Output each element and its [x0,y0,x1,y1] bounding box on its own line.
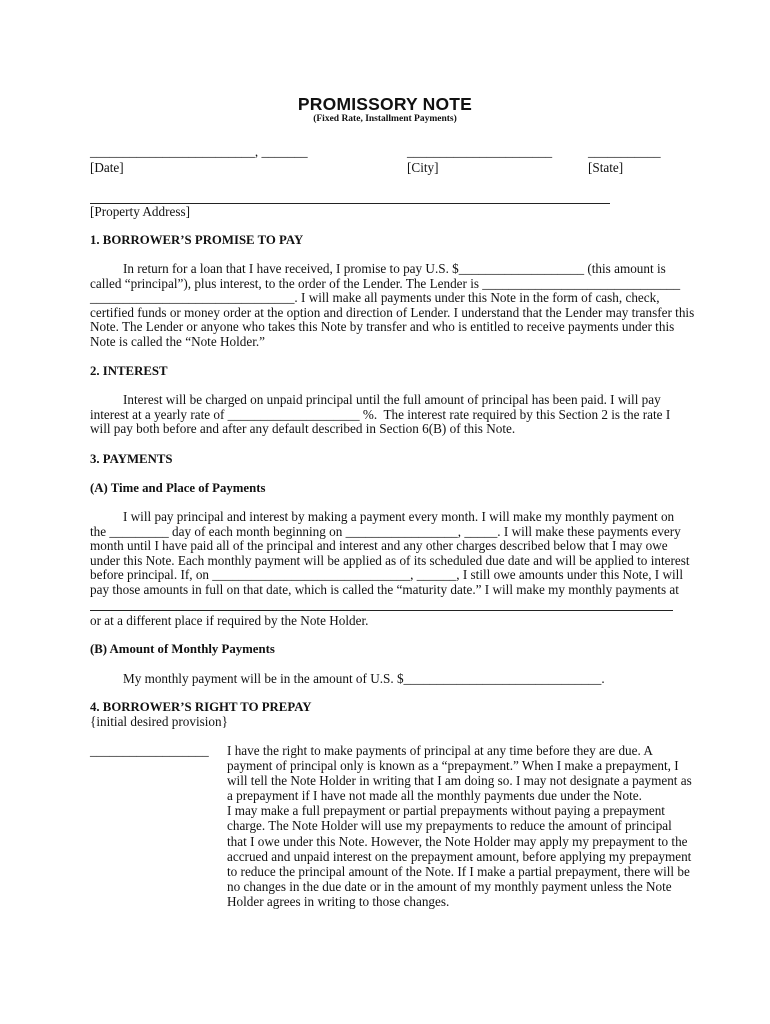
paragraph-line: under this Note. Each monthly payment will be applied as of its scheduled due date and will be applied to interest [90,552,690,568]
paragraph-line: before principal. If, on ______________________________, ______, I still owe amounts under this Note, I will [90,567,683,583]
section-4-heading: 4. BORROWER’S RIGHT TO PREPAY [90,700,312,714]
paragraph-line: to reduce the principal amount of the Note. If I make a partial prepayment, there will be [227,863,690,879]
date-label: [Date] [90,160,124,175]
paragraph-line: month until I have paid all of the principal and interest and any other charges described below that I may owe [90,538,668,554]
paragraph-line: pay those amounts in full on that date, which is called the “maturity date.” I will make my monthly payments at [90,581,679,597]
document-subtitle: (Fixed Rate, Installment Payments) [313,114,457,124]
section-1-body [90,262,694,350]
city-blank[interactable]: ______________________ [407,144,553,159]
state-blank[interactable]: ___________ [588,144,661,159]
paragraph-line: I may make a full prepayment or partial prepayments without paying a prepayment [227,803,665,819]
state-label: [State] [588,160,624,175]
section-3-heading: 3. PAYMENTS [90,452,173,466]
paragraph-line: _______________________________. I will make all payments under this Note in the form of cash, check, [90,290,660,306]
date-blank[interactable]: _________________________, _______ [90,144,308,159]
paragraph-line: In return for a loan that I have received, I promise to pay U.S. $___________________ (this amount is [90,261,666,276]
section-3a-last-line: or at a different place if required by the Note Holder. [90,613,369,628]
paragraph-line: called “principal”), plus interest, to the order of the Lender. The Lender is ______________________________ [90,275,681,291]
paragraph-line: I have the right to make payments of principal at any time before they are due. A [227,743,653,758]
paragraph-line: Note is called the “Note Holder.” [90,333,266,349]
payment-place-line[interactable] [90,610,673,611]
paragraph-line: no changes in the due date or in the amount of my monthly payment unless the Note [227,878,672,894]
paragraph-line: certified funds or money order at the option and direction of Lender. I understand that the Lender may transfer this [90,304,695,320]
paragraph-line: that I owe under this Note. However, the Note Holder may apply my prepayment to the [227,833,688,849]
initial-blank[interactable]: __________________ [90,743,209,758]
paragraph-line: Holder agrees in writing to those changes. [227,893,450,909]
section-4-body [227,743,692,909]
paragraph-line: will pay both before and after any default described in Section 6(B) of this Note. [90,421,516,437]
property-address-label: [Property Address] [90,204,190,219]
section-3a-heading: (A) Time and Place of Payments [90,481,266,495]
section-3b-body: My monthly payment will be in the amount of U.S. $______________________________. [90,671,605,686]
paragraph-line: will tell the Note Holder in writing that I am doing so. I may not designate a payment as [227,773,692,789]
paragraph-line: payment of principal only is known as a “prepayment.” When I make a prepayment, I [227,758,679,774]
paragraph-line: the _________ day of each month beginning on _________________, _____. I will make these payments every [90,523,681,539]
section-1-heading: 1. BORROWER’S PROMISE TO PAY [90,233,304,247]
document-title: PROMISSORY NOTE [297,94,473,114]
paragraph-line: interest at a yearly rate of ____________________ %. The interest rate required by this Section 2 is the rate I [90,406,671,422]
city-label: [City] [407,160,439,175]
section-3b-heading: (B) Amount of Monthly Payments [90,642,275,656]
paragraph-line: a prepayment if I have not made all the monthly payments due under the Note. [227,788,642,804]
paragraph-line: accrued and unpaid interest on the prepayment amount, before applying my prepayment [227,848,692,864]
section-3a-body [90,510,690,598]
paragraph-line: Note. The Lender or anyone who takes this Note by transfer and who is entitled to receive payments under this [90,319,675,335]
section-2-body [90,393,670,437]
paragraph-line: charge. The Note Holder will use my prepayments to reduce the amount of principal [227,818,672,834]
paragraph-line: I will pay principal and interest by making a payment every month. I will make my monthly payment on [90,509,675,524]
section-2-heading: 2. INTEREST [90,364,168,378]
paragraph-line: Interest will be charged on unpaid principal until the full amount of principal has been paid. I will pay [90,392,661,407]
provision-note: {initial desired provision} [90,714,228,729]
